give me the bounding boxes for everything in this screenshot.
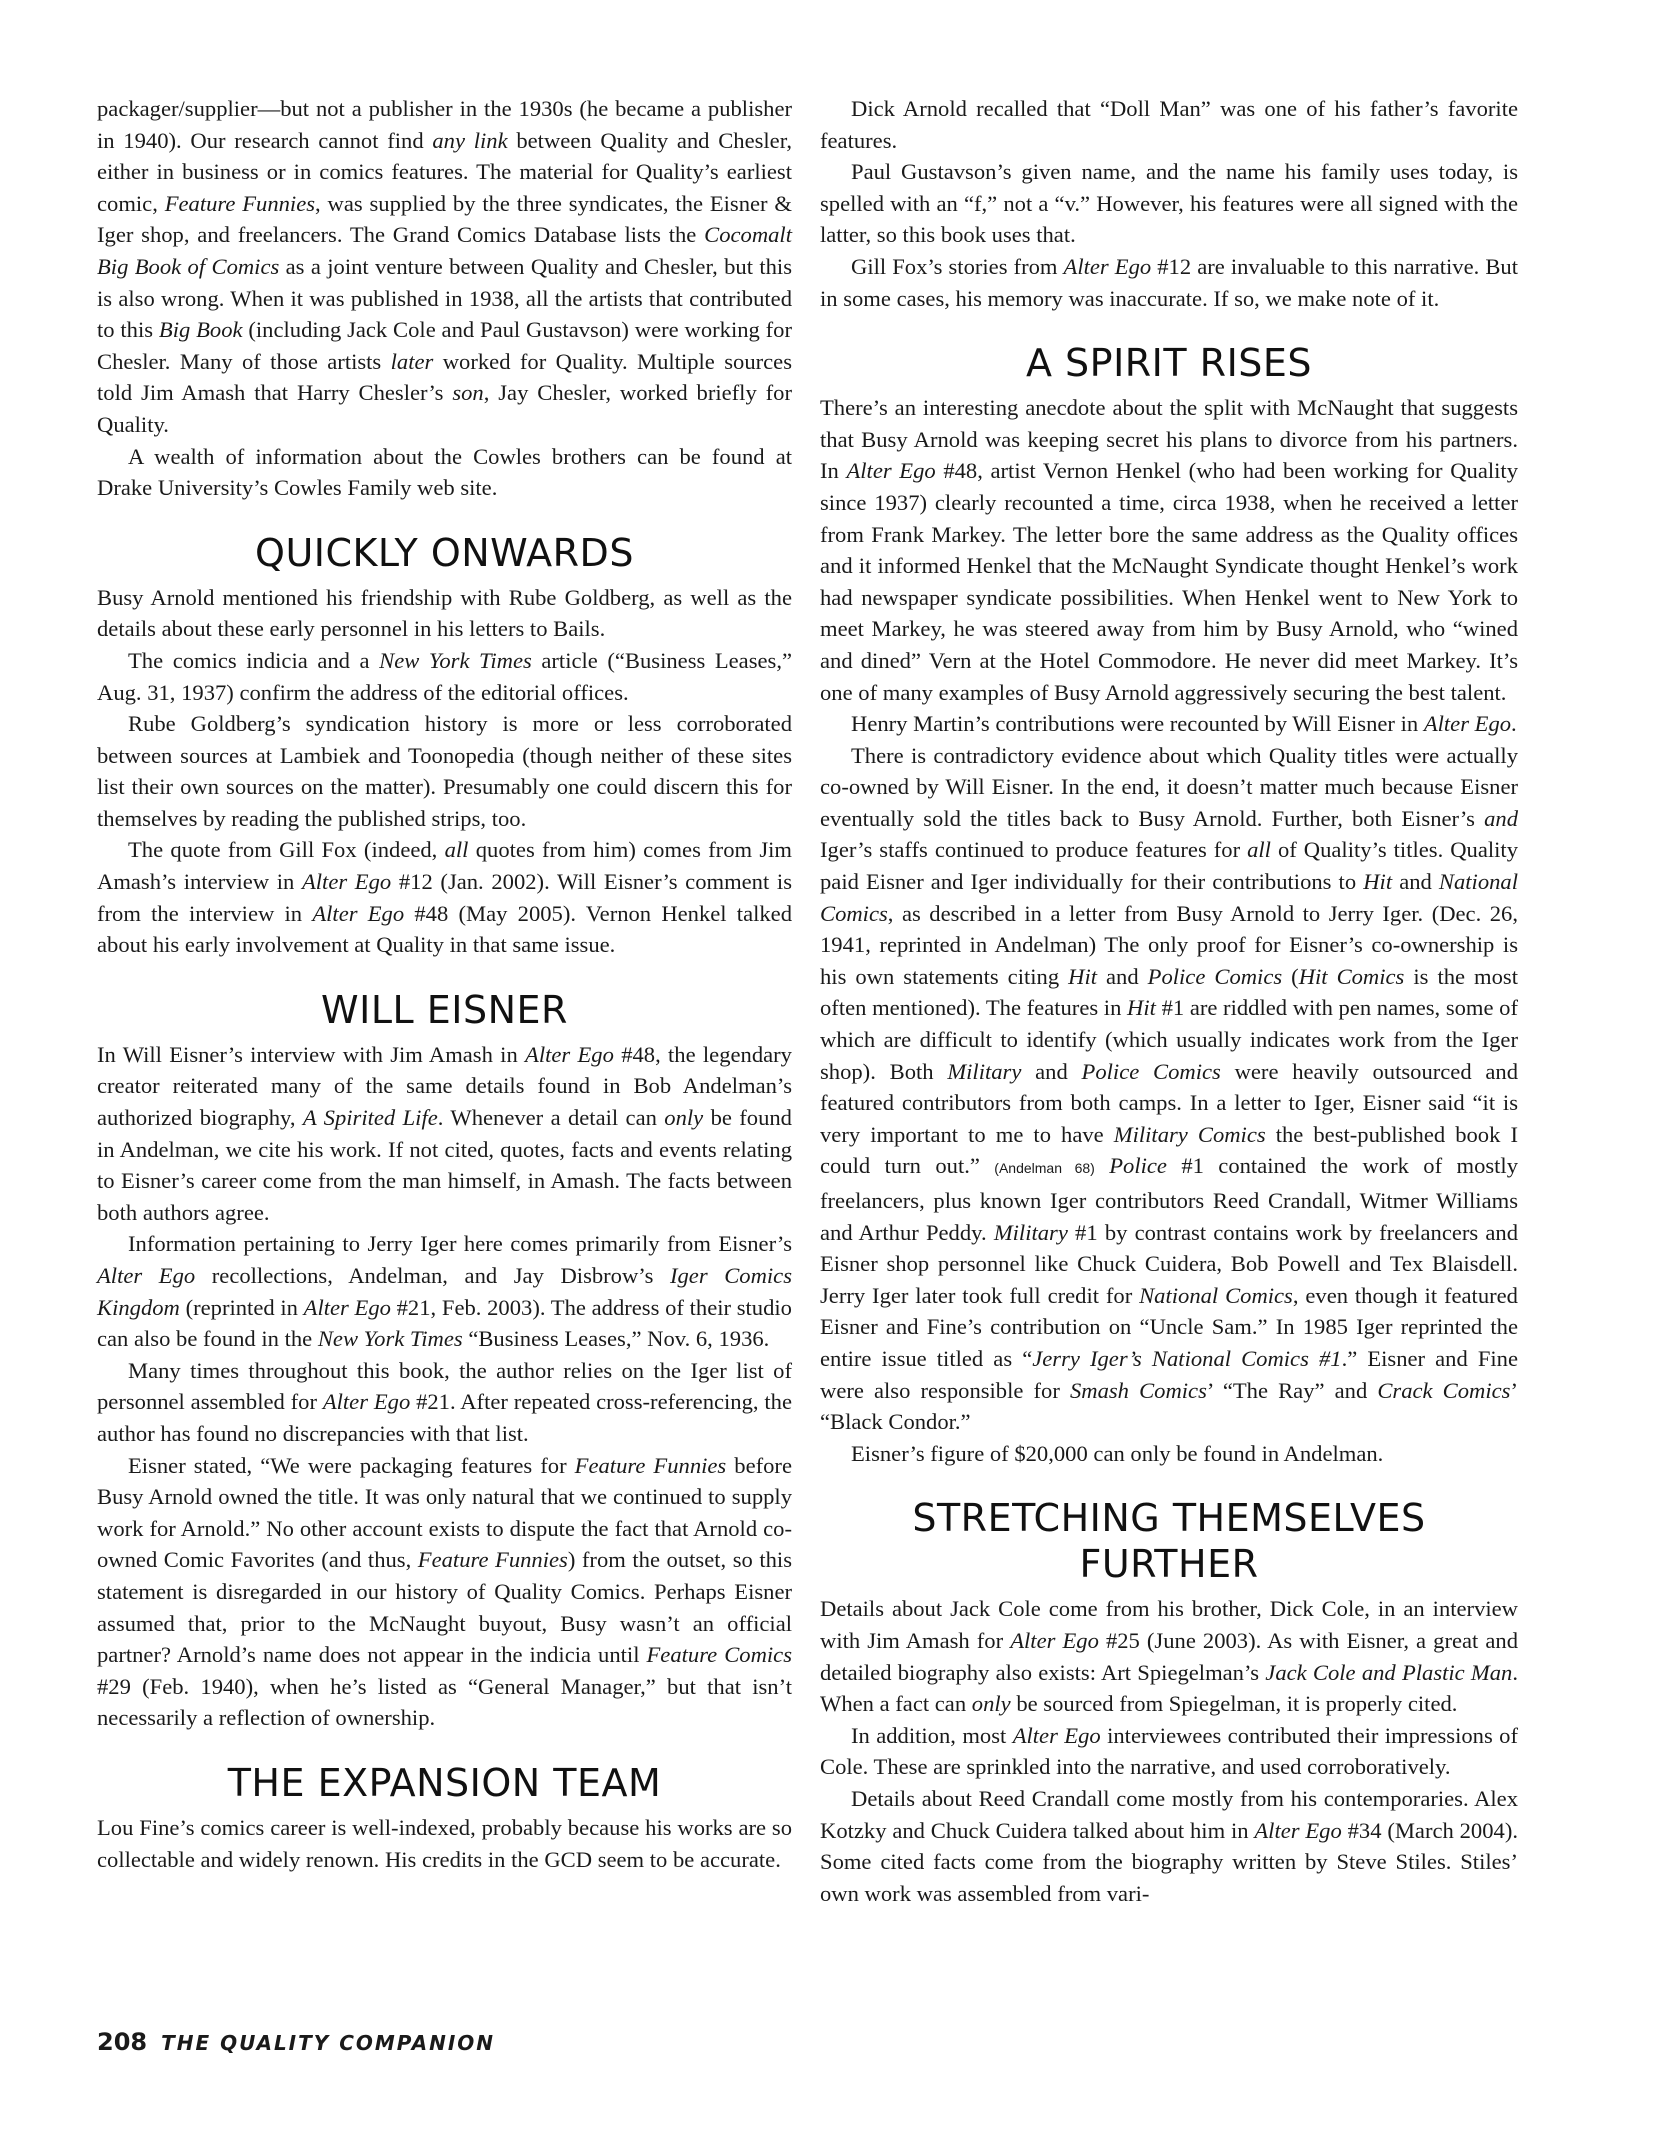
paragraph: In Will Eisner’s interview with Jim Amash in Alter Ego #48, the legendary creator reiterated many of the same details found in Bob Andelman’s authorized biography, A Spirited Life. Whenever a detail can only be found in Andelman, we cite his work. If not cited, quotes, facts and events relating to Eisner’s career come from the man himself, in Amash. The facts between both authors agree. — [97, 1041, 792, 1225]
italic-text: all — [444, 837, 469, 863]
paragraph: In addition, most Alter Ego interviewees contributed their impressions of Cole. These are sprinkled into the narrative, and used corroboratively. — [820, 1722, 1518, 1780]
italic-text: Alter Ego — [525, 1041, 614, 1067]
paragraph-part: There is contradictory evidence about which Quality titles were actually co-owned by Will Eisner. In the end, it doesn’t matter much because Eisner eventually sold the titles back to Busy Arnold. Further, both Eisner’s and Iger’s staffs continued to produce features for all of Quality’s titles. Quality paid Eisner and Iger individually for their contributions to Hit and National Comics, as described in a letter from Busy Arnold to Jerry Iger. (Dec. 26, 1941, reprinted in Andelman) The only proof for Eisner’s co-ownership is his own statements citing Hit and Police Comics (Hit Comics is the most often mentioned). The features in Hit #1 are riddled with pen names, some of which are difficult to identify (which usually indicates work from the Iger shop). Both Military and Police Comics were heavily outsourced and featured contributors from both camps. In a letter to Iger, Eisner said “it is very important to me to have Military Comics the best-published book I could turn out.” — [820, 742, 1519, 1179]
italic-text: New York Times — [379, 647, 532, 673]
italic-text: Hit — [1127, 995, 1156, 1021]
italic-text: Jack Cole and Plastic Man — [1265, 1659, 1513, 1685]
italic-text: Military Comics — [1113, 1121, 1266, 1147]
paragraph-part: Police #1 contained the work of mostly freelancers, plus known Iger contributors Reed Crandall, Witmer Williams and Arthur Peddy. Military #1 by contrast contains work by freelancers and Eisner shop personnel like Chuck Cuidera, Bob Powell and Tex Blaisdell. Jerry Iger later took full credit for National Comics, even though it featured Eisner and Fine’s contribution on “Uncle Sam.” In 1985 Iger reprinted the entire issue titled as “Jerry Iger’s National Comics #1.” Eisner and Fine were also responsible for Smash Comics’ “The Ray” and Crack Comics’ “Black Condor.” — [820, 1153, 1519, 1435]
italic-text: Alter Ego — [97, 1263, 196, 1288]
section-heading-expansion-team: THE EXPANSION TEAM — [227, 1760, 662, 1805]
paragraph: A wealth of information about the Cowles brothers can be found at Drake University’s Cowles Family web site. — [97, 443, 792, 501]
italic-text: Jerry Iger’s National Comics #1 — [1032, 1345, 1342, 1371]
italic-text: Alter Ego — [1063, 253, 1152, 279]
paragraph: Information pertaining to Jerry Iger here comes primarily from Eisner’s Alter Ego recollections, Andelman, and Jay Disbrow’s Iger Comics Kingdom (reprinted in Alter Ego #21, Feb. 2003). The address of their studio can also be found in the New York Times “Business Leases,” Nov. 6, 1936. — [97, 1231, 792, 1352]
paragraph: The quote from Gill Fox (indeed, all quotes from him) comes from Jim Amash’s interview in Alter Ego #12 (Jan. 2002). Will Eisner’s comment is from the interview in Alter Ego #48 (May 2005). Vernon Henkel talked about his early involvement at Quality in that same issue. — [97, 837, 793, 958]
italic-text: Crack Comics — [1377, 1377, 1511, 1403]
italic-text: Police — [1109, 1153, 1167, 1179]
italic-text: Alter Ego — [301, 869, 392, 895]
section-heading-will-eisner: WILL EISNER — [321, 987, 568, 1032]
italic-text: Alter Ego — [846, 458, 936, 484]
italic-text: later — [390, 348, 434, 374]
paragraph: Dick Arnold recalled that “Doll Man” was one of his father’s favorite features. — [820, 96, 1518, 153]
paragraph: Henry Martin’s contributions were recounted by Will Eisner in Alter Ego. — [851, 711, 1517, 737]
page-footer — [97, 2028, 495, 2056]
italic-text: Police Comics — [1147, 963, 1283, 989]
italic-text: Military — [993, 1219, 1068, 1245]
italic-text: National Comics — [1139, 1282, 1293, 1308]
paragraph: Details about Reed Crandall come mostly from his contemporaries. Alex Kotzky and Chuck Cuidera talked about him in Alter Ego #34 (March 2004). Some cited facts come from the biography written by Steve Stiles. Stiles’ own work was assembled from vari- — [820, 1785, 1518, 1906]
italic-text: Alter Ego — [1010, 1627, 1099, 1653]
citation: (Andelman 68) — [994, 1160, 1095, 1177]
italic-text: Feature Funnies — [417, 1547, 568, 1573]
italic-text: Alter Ego — [322, 1389, 411, 1415]
italic-text: Alter Ego — [1254, 1817, 1342, 1843]
paragraph: Eisner stated, “We were packaging features for Feature Funnies before Busy Arnold owned the title. It was only natural that we continued to supply work for Arnold.” No other account exists to dispute the fact that Arnold co-owned Comic Favorites (and thus, Feature Funnies) from the outset, so this statement is disregarded in our history of Quality Comics. Perhaps Eisner assumed that, prior to the McNaught buyout, Busy wasn’t an official partner? Arnold’s name does not appear in the indicia until Feature Comics #29 (Feb. 1940), when he’s listed as “General Manager,” but that isn’t necessarily a reflection of ownership. — [97, 1452, 792, 1731]
book-title: THE QUALITY COMPANION — [161, 2031, 496, 2055]
italic-text: National Comics — [820, 869, 1518, 926]
italic-text: Feature Comics — [646, 1642, 792, 1668]
paragraph: packager/supplier—but not a publisher in the 1930s (he became a publisher in 1940). Our research cannot find any link between Quality and Chesler, either in business or in comics features. The material for Quality’s earliest comic, Feature Funnies, was supplied by the three syndicates, the Eisner & Iger shop, and freelancers. The Grand Comics Database lists the Cocomalt Big Book of Comics as a joint venture between Quality and Chesler, but this is also wrong. When it was published in 1938, all the artists that contributed to this Big Book (including Jack Cole and Paul Gustavson) were working for Chesler. Many of those artists later worked for Quality. Multiple sources told Jim Amash that Harry Chesler’s son, Jay Chesler, worked briefly for Quality. — [97, 96, 792, 437]
paragraph — [820, 740, 1518, 1438]
italic-text: Alter Ego — [312, 900, 405, 926]
section-heading-quickly-onwards: QUICKLY ONWARDS — [255, 530, 634, 575]
italic-text: only — [971, 1691, 1011, 1717]
italic-text: Hit — [1068, 963, 1098, 989]
paragraph: Gill Fox’s stories from Alter Ego #12 are invaluable to this narrative. But in some cases, his memory was inaccurate. If so, we make note of it. — [820, 253, 1518, 311]
italic-text: Big Book — [158, 317, 243, 343]
italic-text: Smash Comics — [1069, 1377, 1207, 1403]
paragraph: Rube Goldberg’s syndication history is more or less corroborated between sources at Lambiek and Toonopedia (though neither of these sites list their own sources on the matter). Presumably one could discern this for themselves by reading the published strips, too. — [97, 711, 792, 831]
italic-text: Alter Ego — [1012, 1722, 1101, 1748]
italic-text: New York Times — [317, 1326, 463, 1352]
italic-text: Feature Funnies — [164, 190, 316, 216]
paragraph: Details about Jack Cole come from his brother, Dick Cole, in an interview with Jim Amash for Alter Ego #25 (June 2003). As with Eisner, a great and detailed biography also exists: Art Spiegelman’s Jack Cole and Plastic Man. When a fact can only be sourced from Spiegelman, it is properly cited. — [820, 1596, 1519, 1717]
page-number: 208 — [97, 2028, 148, 2056]
italic-text: all — [1247, 837, 1271, 863]
italic-text: Police Comics — [1081, 1058, 1221, 1084]
italic-text: Alter Ego — [303, 1294, 391, 1320]
italic-text: any link — [432, 127, 508, 153]
paragraph: Eisner’s figure of $20,000 can only be found in Andelman. — [851, 1440, 1384, 1466]
right-column — [820, 93, 1518, 1909]
italic-text: only — [664, 1105, 704, 1131]
italic-text: and — [1484, 805, 1518, 831]
italic-text: Hit — [1363, 869, 1393, 895]
italic-text: Alter Ego — [1423, 711, 1512, 737]
left-column — [97, 93, 792, 1875]
italic-text: Iger Comics Kingdom — [97, 1263, 792, 1320]
paragraph: Busy Arnold mentioned his friendship with Rube Goldberg, as well as the details about these early personnel in his letters to Bails. — [97, 584, 792, 642]
italic-text: son — [452, 380, 484, 406]
italic-text: A Spirited Life — [302, 1105, 438, 1131]
paragraph: Paul Gustavson’s given name, and the name his family uses today, is spelled with an “f,” not a “v.” However, his features were all signed with the latter, so this book uses that. — [820, 159, 1518, 248]
italic-text: Military — [947, 1058, 1022, 1084]
paragraph: Lou Fine’s comics career is well-indexed, probably because his works are so collectable and widely renown. His credits in the GCD seem to be accurate. — [97, 1814, 792, 1872]
section-heading-a-spirit-rises: A SPIRIT RISES — [1025, 341, 1313, 386]
section-heading-stretching-themselves-further: STRETCHING THEMSELVES FURTHER — [912, 1496, 1426, 1587]
italic-text: Hit Comics — [1298, 963, 1405, 989]
paragraph: The comics indicia and a New York Times article (“Business Leases,” Aug. 31, 1937) confirm the address of the editorial offices. — [97, 647, 793, 705]
italic-text: Feature Funnies — [574, 1452, 727, 1478]
paragraph: Many times throughout this book, the author relies on the Iger list of personnel assembled for Alter Ego #21. After repeated cross-referencing, the author has found no discrepancies with that list. — [97, 1357, 792, 1446]
paragraph: There’s an interesting anecdote about the split with McNaught that suggests that Busy Arnold was keeping secret his plans to divorce from his partners. In Alter Ego #48, artist Vernon Henkel (who had been working for Quality since 1937) clearly recounted a time, circa 1938, when he received a letter from Frank Markey. The letter bore the same address as the Quality offices and it informed Henkel that the McNaught Syndicate thought Henkel’s work had newspaper syndicate possibilities. When Henkel went to New York to meet Markey, he was steered away from him by Busy Arnold, who “wined and dined” Vern at the Hotel Commodore. He never did meet Markey. It’s one of many examples of Busy Arnold aggressively securing the best talent. — [820, 395, 1518, 705]
italic-text: Cocomalt Big Book of Comics — [97, 222, 792, 279]
